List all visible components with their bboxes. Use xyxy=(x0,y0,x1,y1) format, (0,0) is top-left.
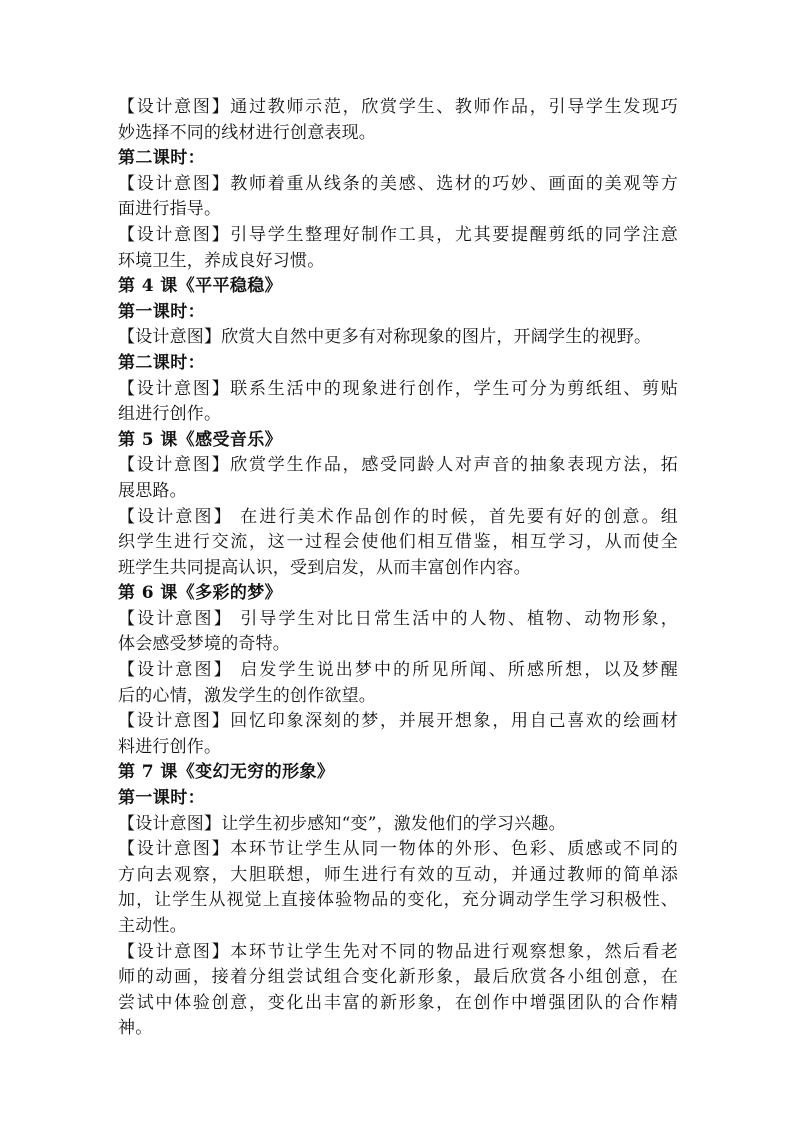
paragraph-line: 妙选择不同的线材进行创意表现。 xyxy=(118,122,376,143)
paragraph-line: 【设计意图】通过教师示范，欣赏学生、教师作品，引导学生发现巧 xyxy=(118,97,678,117)
document-page xyxy=(118,95,678,1042)
paragraph-line: 师的动画，接着分组尝试组合变化新形象，最后欣赏各小组创意，在 xyxy=(118,967,678,988)
section-heading: 第一课时： xyxy=(118,301,205,322)
paragraph-line: 主动性。 xyxy=(118,916,187,936)
design-intent-paragraph xyxy=(118,172,678,223)
design-intent-paragraph xyxy=(118,709,678,760)
paragraph-line: 尝试中体验创意，变化出丰富的新形象，在创作中增强团队的合作精 xyxy=(118,992,678,1013)
paragraph-line: 【设计意图】联系生活中的现象进行创作，学生可分为剪纸组、剪贴 xyxy=(118,378,678,399)
paragraph-line: 神。 xyxy=(118,1018,153,1039)
paragraph-line: 【设计意图】教师着重从线条的美感、选材的巧妙、画面的美观等方 xyxy=(118,173,678,194)
design-intent-paragraph xyxy=(118,453,678,504)
section-heading: 第二课时： xyxy=(118,148,205,169)
paragraph-line: 【设计意图】让学生初步感知“变”，激发他们的学习兴趣。 xyxy=(118,813,566,834)
section-heading: 第 5 课《感受音乐》 xyxy=(118,429,283,450)
paragraph-line: 组进行创作。 xyxy=(118,404,222,425)
paragraph-line: 班学生共同提高认识，受到启发，从而丰富创作内容。 xyxy=(118,557,531,578)
design-intent-paragraph xyxy=(118,837,678,939)
paragraph-line: 【设计意图】 启发学生说出梦中的所见所闻、所感所想，以及梦醒 xyxy=(118,660,678,681)
section-heading: 第 6 课《多彩的梦》 xyxy=(118,583,283,604)
section-heading: 第 4 课《平平稳稳》 xyxy=(118,276,283,297)
design-intent-paragraph xyxy=(118,505,678,582)
paragraph-line: 料进行创作。 xyxy=(118,736,222,757)
paragraph-line: 【设计意图】本环节让学生先对不同的物品进行观察想象，然后看老 xyxy=(118,941,678,962)
paragraph-line: 【设计意图】引导学生整理好制作工具，尤其要提醒剪纸的同学注意 xyxy=(118,224,678,245)
section-heading: 第一课时： xyxy=(118,788,205,809)
paragraph-line: 【设计意图】欣赏学生作品，感受同龄人对声音的抽象表现方法，拓 xyxy=(118,455,678,476)
design-intent-paragraph xyxy=(118,95,678,146)
section-heading: 第二课时： xyxy=(118,352,205,373)
paragraph-line: 【设计意图】本环节让学生从同一物体的外形、色彩、质感或不同的 xyxy=(118,839,678,860)
design-intent-paragraph xyxy=(118,607,678,658)
paragraph-line: 加，让学生从视觉上直接体验物品的变化，充分调动学生学习积极性、 xyxy=(118,890,678,911)
design-intent-paragraph xyxy=(118,812,678,838)
paragraph-line: 方向去观察，大胆联想，师生进行有效的互动，并通过教师的简单添 xyxy=(118,864,678,885)
design-intent-paragraph xyxy=(118,325,678,351)
paragraph-line: 【设计意图】 引导学生对比日常生活中的人物、植物、动物形象， xyxy=(118,608,678,629)
paragraph-line: 体会感受梦境的奇特。 xyxy=(118,634,290,655)
paragraph-line: 【设计意图】回忆印象深刻的梦，并展开想象，用自己喜欢的绘画材 xyxy=(118,711,678,732)
paragraph-line: 展思路。 xyxy=(118,480,187,501)
section-heading: 第 7 课《变幻无穷的形象》 xyxy=(118,762,335,783)
design-intent-paragraph xyxy=(118,223,678,274)
paragraph-line: 【设计意图】欣赏大自然中更多有对称现象的图片，开阔学生的视野。 xyxy=(118,327,652,348)
paragraph-line: 后的心情，激发学生的创作欲望。 xyxy=(118,685,376,706)
paragraph-line: 【设计意图】 在进行美术作品创作的时候，首先要有好的创意。组 xyxy=(118,506,678,527)
paragraph-line: 织学生进行交流，这一过程会使他们相互借鉴，相互学习，从而使全 xyxy=(118,532,678,553)
design-intent-paragraph xyxy=(118,940,678,1042)
paragraph-line: 面进行指导。 xyxy=(118,199,222,220)
design-intent-paragraph xyxy=(118,377,678,428)
paragraph-line: 环境卫生，养成良好习惯。 xyxy=(118,250,325,271)
design-intent-paragraph xyxy=(118,658,678,709)
